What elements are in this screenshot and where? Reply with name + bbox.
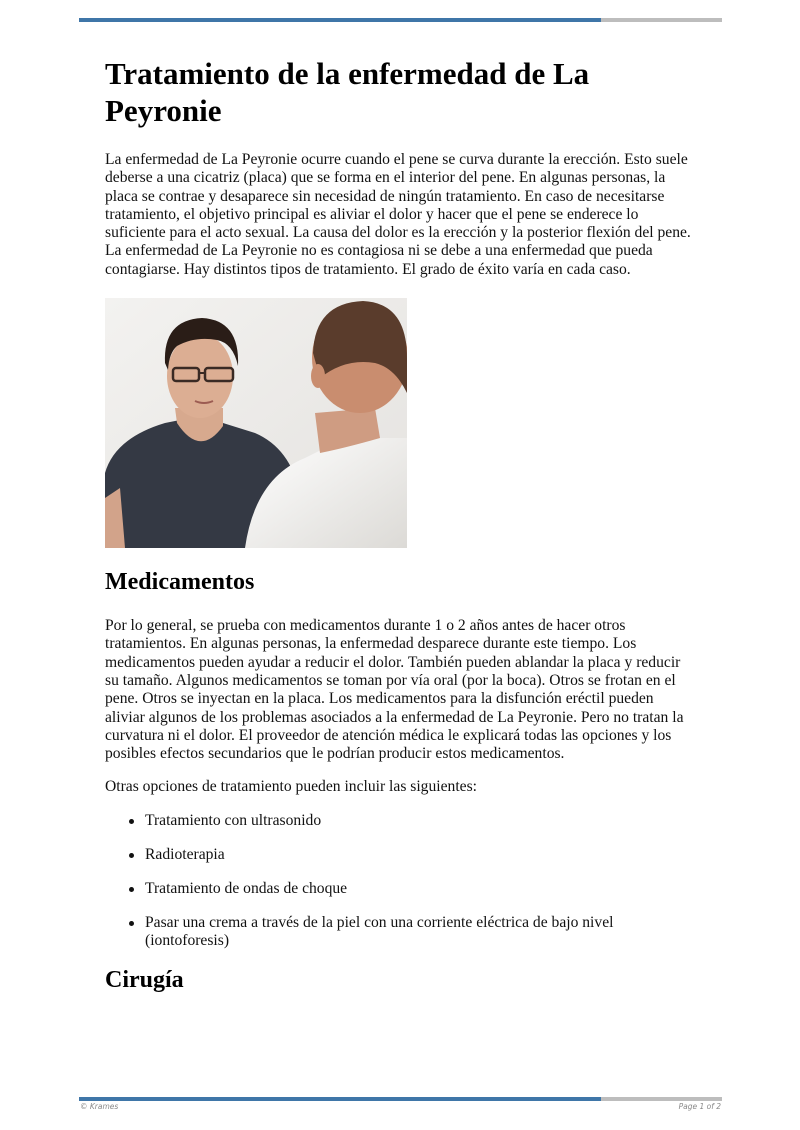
section-heading-medicamentos: Medicamentos — [105, 569, 255, 596]
document-body — [105, 55, 705, 994]
intro-paragraph: La enfermedad de La Peyronie ocurre cuando el pene se curva durante la erección. Esto suele deberse a una cicatriz (placa) que se forma en el interior del pene. En algunas personas, la placa se contrae y desaparece sin necesidad de ningún tratamiento. En caso de necesitarse tratamiento, el objetivo principal es aliviar el dolor y hacer que el pene se enderece lo suficiente para el acto sexual. La causa del dolor es la erección y la posterior flexión del pene. La enfermedad de La Peyronie no es contagiosa ni se debe a una enfermedad que pueda contagiarse. Hay distintos tipos de tratamiento. El grado de éxito varía en cada caso. — [105, 151, 691, 278]
list-item-text: Tratamiento con ultrasonido — [145, 811, 322, 829]
footer-rule-track — [601, 1097, 722, 1101]
treatment-options-list — [105, 812, 705, 951]
header-rule — [79, 18, 722, 22]
list-item — [145, 846, 665, 864]
list-item-text: Tratamiento de ondas de choque — [145, 879, 348, 897]
page-number: Page 1 of 2 — [678, 1102, 721, 1111]
copyright-text: © Krames — [80, 1102, 119, 1111]
page-title: Tratamiento de la enfermedad de La Peyronie — [105, 56, 590, 128]
bullet-icon — [129, 921, 134, 926]
medicamentos-paragraph: Por lo general, se prueba con medicamentos durante 1 o 2 años antes de hacer otros tratamientos. En algunas personas, la enfermedad desparece durante este tiempo. Los medicamentos pueden ayudar a reducir el dolor. También pueden ablandar la placa y reducir su tamaño. Algunos medicamentos se toman por vía oral (por la boca). Otros se frotan en el pene. Otros se inyectan en la placa. Los medicamentos para la disfunción eréctil pueden aliviar algunos de los problemas asociados a la enfermedad de La Peyronie. Pero no tratan la curvatura ni el dolor. El proveedor de atención médica le explicará todas las opciones y los posibles efectos secundarios que le podrían producir estos medicamentos. — [105, 617, 684, 763]
footer-rule — [79, 1097, 722, 1101]
bullet-icon — [129, 819, 134, 824]
header-rule-track — [601, 18, 722, 22]
section-heading-cirugia: Cirugía — [105, 966, 184, 993]
bullet-icon — [129, 887, 134, 892]
list-item — [145, 812, 665, 830]
patient-provider-photo — [105, 298, 407, 548]
options-intro: Otras opciones de tratamiento pueden incluir las siguientes: — [105, 778, 477, 796]
list-item — [145, 880, 665, 898]
list-item — [145, 914, 665, 951]
header-rule-accent — [79, 18, 601, 22]
list-item-text: Radioterapia — [145, 845, 225, 863]
list-item-text: Pasar una crema a través de la piel con una corriente eléctrica de bajo nivel (iontoforesis) — [145, 913, 614, 949]
bullet-icon — [129, 853, 134, 858]
photo-illustration — [105, 298, 407, 548]
footer-rule-accent — [79, 1097, 601, 1101]
